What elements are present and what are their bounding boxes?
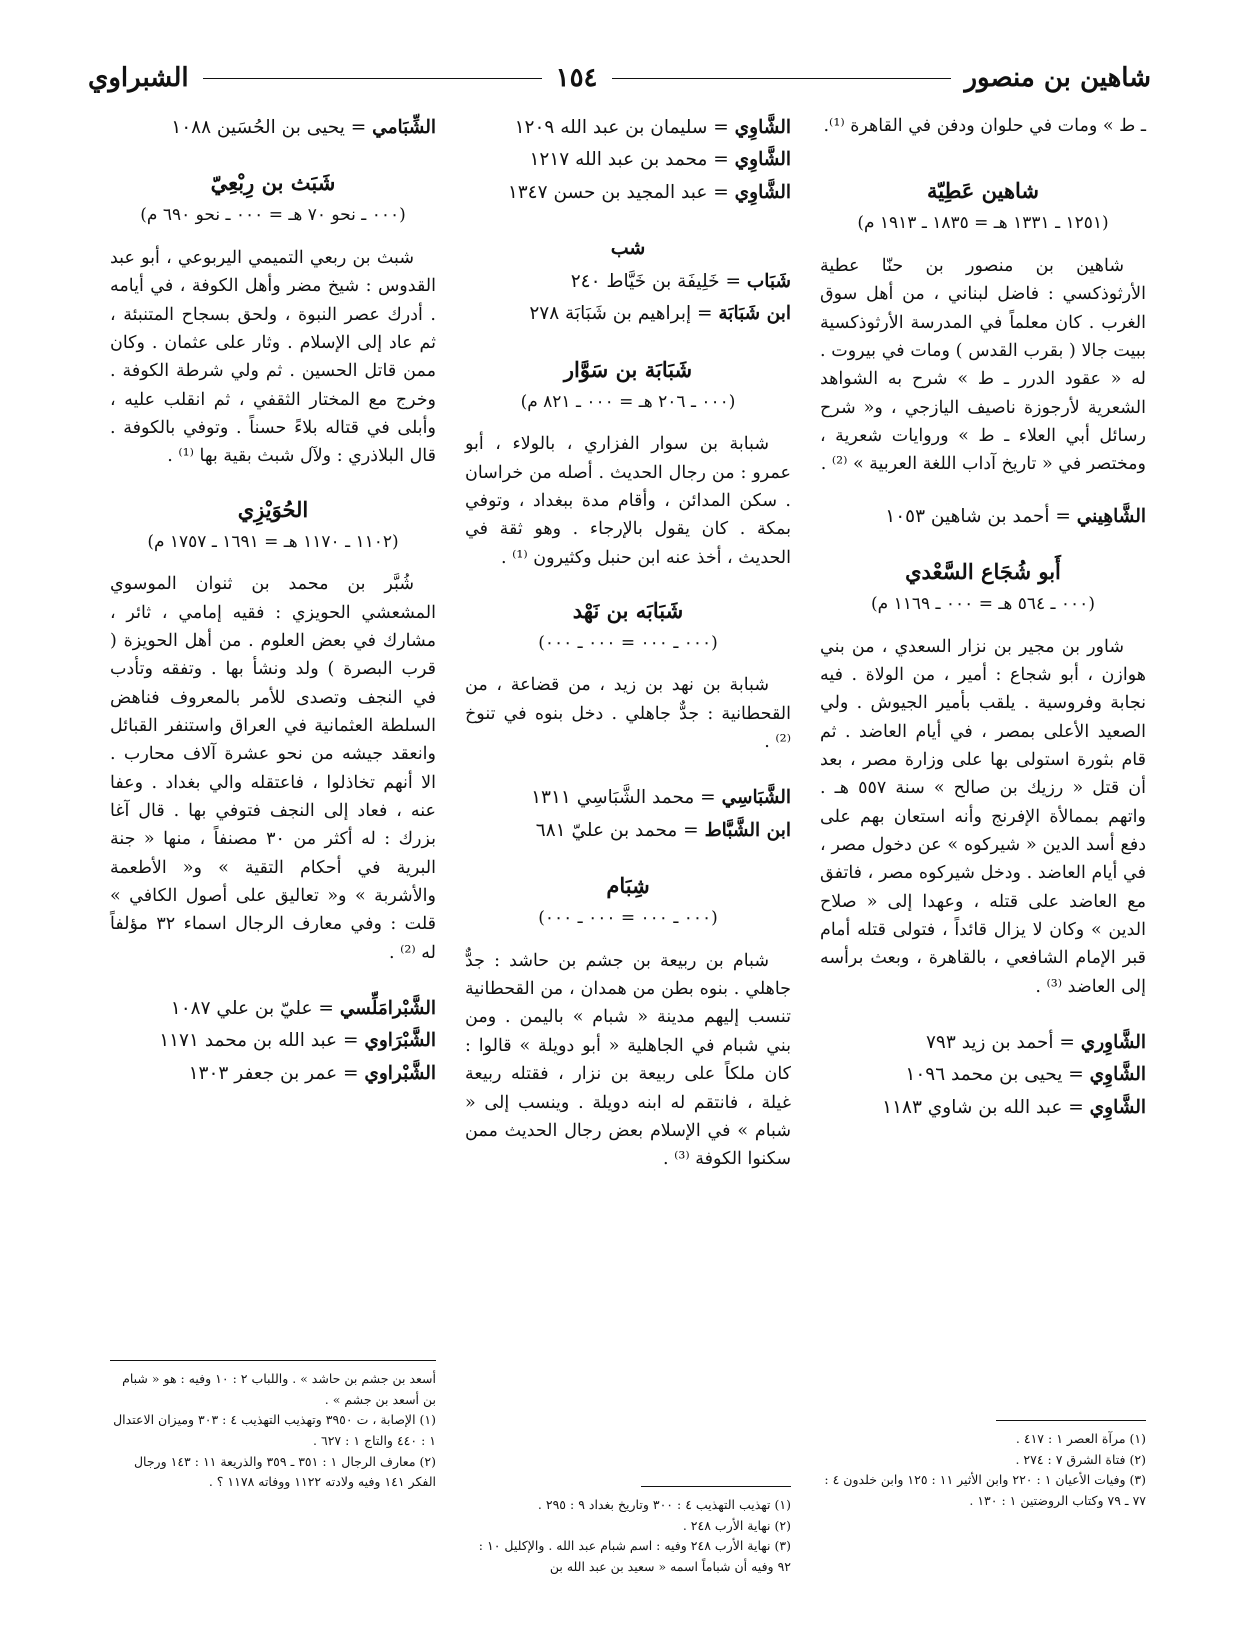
footnote-rule [641, 1486, 791, 1487]
xref-name: الشَّاهِيني [1076, 505, 1146, 527]
xref-name: الشَّاوِي [734, 181, 791, 203]
xref-target: = يحيى بن محمد ١٠٩٦ [905, 1064, 1084, 1086]
footnote: (١) مرآة العصر ١ : ٤١٧ . [1015, 1431, 1146, 1446]
xref-name: الشَّاوِي [734, 117, 791, 138]
xref-target: = عليّ بن علي ١٠٨٧ [170, 998, 334, 1020]
cross-reference [465, 177, 791, 209]
column-middle [465, 112, 791, 1180]
cross-reference [465, 112, 791, 144]
xref-target: = أحمد بن شاهين ١٠٥٣ [885, 505, 1071, 527]
cross-reference [465, 266, 791, 298]
running-head-left: الشبراوي [87, 63, 189, 93]
footnote: (٣) نهاية الأرب ٢٤٨ وفيه : اسم شبام عبد الله . والإكليل ١٠ : ٩٢ وفيه أن شباماً اسمه « سعيد بن عبد الله بن [478, 1538, 791, 1574]
footnotes-middle [465, 1486, 791, 1578]
cross-reference [820, 1059, 1146, 1091]
cross-reference [465, 298, 791, 330]
entry-text: شبث بن ربعي التميمي اليربوعي ، أبو عبد القدوس : شيخ مضر وأهل الكوفة ، في أيامه . أدرك عصر النبوة ، ولحق بسجاح المتنبئة ، ثم عاد إلى الإسلام . وثار على عثمان . وكان ممن قاتل الحسين . ثم ولي شرطة الكوفة . وخرج مع المختار الثقفي ، ثم انقلب عليه ، وأبلى في قتاله بلاءً حسناً . وتوفي بالكوفة . قال البلاذري : ولآل شبث بقية بها ⁽¹⁾ . [110, 247, 436, 467]
footnote: (٢) فتاة الشرق ٧ : ٢٧٤ . [1015, 1451, 1146, 1467]
xref-name: الشَّبْرَاوي [364, 1030, 436, 1052]
xref-name: الشَّبْرامَلِّسي [339, 998, 436, 1020]
xref-target: = أحمد بن زيد ٧٩٣ [926, 1032, 1075, 1054]
footnote: (٢) معارف الرجال ١ : ٣٥١ ـ ٣٥٩ والذريعة ١١ : ١٤٣ ورجال الفكر ١٤١ وفيه ولادته ١١٢٢ ووفاته ١١٧٨ ؟ . [133, 1453, 436, 1490]
page-number: ١٥٤ [555, 63, 598, 93]
footnote: (٣) وفيات الأعيان ١ : ٢٢٠ وابن الأثير ١١ : ١٢٥ وابن خلدون ٤ : ٧٧ ـ ٧٩ وكتاب الروضتين ١ : ١٣٠ . [824, 1472, 1146, 1508]
entry-dates: (٠٠٠ ـ ٢٠٦ هـ = ٠٠٠ ـ ٨٢١ م) [520, 391, 736, 412]
cross-reference [820, 501, 1146, 533]
entry-title: شاهين عَطِيّة [926, 178, 1040, 204]
column-right [820, 112, 1146, 1124]
cross-reference [110, 112, 436, 144]
entry-title: شَبَابَه بن نَهْد [572, 597, 684, 623]
xref-target: = سليمان بن عبد الله ١٢٠٩ [514, 117, 729, 138]
xref-target: = إبراهيم بن شَبَابَة ٢٧٨ [529, 303, 713, 325]
cross-reference [465, 815, 791, 847]
cross-reference [820, 1027, 1146, 1059]
xref-name: الشِّبَامي [372, 117, 436, 138]
cross-reference [465, 144, 791, 176]
entry-title: شَبَابَة بن سَوَّار [563, 356, 693, 382]
xref-target: = عمر بن جعفر ١٣٠٣ [188, 1062, 359, 1084]
xref-target: = محمد بن عبد الله ١٢١٧ [529, 149, 729, 171]
header-rule [203, 78, 542, 79]
running-head-right: شاهين بن منصور [964, 63, 1151, 93]
cross-reference [110, 993, 436, 1025]
footnote: (٢) نهاية الأرب ٢٤٨ . [682, 1517, 791, 1533]
cross-reference [110, 1058, 436, 1090]
header-rule [612, 78, 951, 79]
entry-text: شبابة بن سوار الفزاري ، بالولاء ، أبو عمرو : من رجال الحديث . أصله من خراسان . سكن المدائن ، وأقام مدة ببغداد ، وتوفي بمكة . كان يقول بالإرجاء . وهو ثقة في الحديث ، أخذ عنه ابن حنبل وكثيرون ⁽¹⁾ . [465, 434, 791, 568]
footnote-rule [996, 1420, 1146, 1421]
xref-name: الشَّاوِي [734, 149, 791, 171]
xref-target: = يحيى بن الحُسَين ١٠٨٨ [171, 117, 367, 138]
entry-dates: (١١٠٢ ـ ١١٧٠ هـ = ١٦٩١ ـ ١٧٥٧ م) [147, 531, 399, 552]
entry-dates: (١٢٥١ ـ ١٣٣١ هـ = ١٨٣٥ ـ ١٩١٣ م) [857, 213, 1109, 234]
entry-text: شُبَّر بن محمد بن ثنوان الموسوي المشعشي الحويزي : فقيه إمامي ، ثائر ، مشارك في بعض العلوم . من أهل الحويزة ( قرب البصرة ) ولد ونشأ بها . وتفقه وتأدب في النجف وتصدى للأمر بالمعروف فناهض السلطة العثمانية في العراق واستنفر القبائل وانعقد جيشه من نحو عشرة آلاف محارب . الا أنهم تخاذلوا ، فاعتقله والي بغداد . وعفا عنه ، فعاد إلى النجف فتوفي بها . قال آغا بزرك : له أكثر من ٣٠ مصنفاً ، منها « جنة البرية في أحكام التقية » و« الأطعمة والأشربة » و« تعاليق على أصول الكافي » قلت : وفي معارف الرجال اسماء ٣٢ مؤلفاً له ⁽²⁾ . [110, 574, 436, 963]
cross-reference [465, 782, 791, 814]
entry-text: شاور بن مجير بن نزار السعدي ، من بني هوازن ، أبو شجاع : أمير ، من الولاة . فيه نجابة وفروسية . يلقب بأمير الجيوش . ولي الصعيد الأعلى بمصر ، في أيام العاضد . ثم قام بثورة استولى بها على وزارة مصر ، بعد أن قتل « رزيك بن صالح » سنة ٥٥٧ هـ . واتهم بممالأة الإفرنج وأنه استعان بهم على دفع أسد الدين « شيركوه » عن دخول مصر ، في أيام العاضد . ودخل شيركوه مصر ، فاتفق مع العاضد على قتله ، وعهدا إلى « صلاح الدين » وكان لا يزال قائداً ، فتولى قتله أمام قبر الإمام الشافعي ، بالقاهرة ، وبعث برأسه إلى العاضد ⁽³⁾ . [820, 636, 1147, 997]
xref-target: = عبد الله بن شاوي ١١٨٣ [882, 1096, 1084, 1118]
running-header [88, 58, 1151, 98]
xref-name: الشَّاوِي [1089, 1064, 1146, 1086]
entry-title: شَبَث بن رِبْعِيّ [210, 170, 336, 196]
footnotes-left [110, 1360, 436, 1493]
entry-dates: (٠٠٠ ـ ٠٠٠ = ٠٠٠ ـ ٠٠٠) [538, 908, 718, 929]
entry-text: شبام بن ربيعة بن جشم بن حاشد : جدٌّ جاهلي . بنوه بطن من همدان ، من القحطانية تنسب إليهم مدينة « شبام » باليمن . ومن بني شبام في الجاهلية « أبو دويلة » قالوا : كان ملكاً على ربيعة بن نزار ، فقتله ربيعة غيلة ، فانتقم له ابنه دويلة . وينسب إلى « شبام » في الإسلام بعض رجال الحديث ممن سكنوا الكوفة ⁽³⁾ . [465, 950, 791, 1170]
xref-target: = محمد الشَّبَاسِي ١٣١١ [531, 787, 716, 809]
xref-name: الشَّاوِري [1080, 1032, 1146, 1054]
section-heading: شب [610, 237, 646, 260]
entry-dates: (٠٠٠ ـ ٠٠٠ = ٠٠٠ ـ ٠٠٠) [538, 632, 718, 653]
entry-text: شبابة بن نهد بن زيد ، من قضاعة ، من القحطانية : جدٌّ جاهلي . دخل بنوه في تنوخ ⁽²⁾ . [465, 675, 791, 753]
xref-name: الشَّاوِي [1089, 1096, 1146, 1118]
footnote-rule [110, 1360, 436, 1361]
entry-dates: (٠٠٠ ـ ٥٦٤ هـ = ٠٠٠ ـ ١١٦٩ م) [871, 594, 1095, 615]
footnote: (١) تهذيب التهذيب ٤ : ٣٠٠ وتاريخ بغداد ٩ : ٢٩٥ . [537, 1497, 791, 1512]
entry-text: شاهين بن منصور بن حنّا عطية الأرثوذكسي : فاضل لبناني ، من أهل سوق الغرب . كان معلماً في المدرسة الأرثوذكسية ببيت جالا ( بقرب القدس ) ومات في بيروت . له « عقود الدرر ـ ط » شرح به الشواهد الشعرية لأرجوزة ناصيف اليازجي ، و« شرح رسائل أبي العلاء ـ ط » وروايات شعرية ، ومختصر في « تاريخ آداب اللغة العربية » ⁽²⁾ . [820, 255, 1146, 475]
xref-name: ابن الشَّبَّاط [704, 819, 791, 841]
footnotes-right [820, 1420, 1146, 1512]
footnote: (١) الإصابة ، ت ٣٩٥٠ وتهذيب التهذيب ٤ : ٣٠٣ وميزان الاعتدال ١ : ٤٤٠ والتاج ١ : ٦٢٧ . [113, 1412, 436, 1448]
cross-reference [820, 1092, 1146, 1124]
xref-target: = محمد بن عليّ ٦٨١ [535, 819, 699, 841]
entry-dates: (٠٠٠ ـ نحو ٧٠ هـ = ٠٠٠ ـ نحو ٦٩٠ م) [140, 205, 406, 226]
footnote: أسعد بن جشم بن حاشد » . واللباب ٢ : ١٠ وفيه : هو « شبام بن أسعد بن جشم » . [122, 1371, 436, 1407]
entry-title: شِبَام [606, 873, 650, 899]
xref-name: ابن شَبَابَة [718, 303, 791, 325]
xref-target: = عبد الله بن محمد ١١٧١ [159, 1030, 359, 1052]
continued-text: ـ ط » ومات في حلوان ودفن في القاهرة ⁽¹⁾. [823, 116, 1146, 136]
xref-name: الشَّبْراوي [364, 1062, 436, 1084]
entry-title: أَبو شُجَاع السَّعْدي [905, 559, 1061, 585]
cross-reference [110, 1025, 436, 1057]
entry-title: الحُوَيْزِي [237, 496, 309, 522]
xref-target: = عبد المجيد بن حسن ١٣٤٧ [507, 181, 729, 203]
xref-name: شَبَاب [746, 270, 791, 292]
xref-target: = خَلِيفَة بن خَيَّاط ٢٤٠ [570, 270, 741, 292]
xref-name: الشَّبَاسِي [721, 787, 791, 809]
column-left [110, 112, 436, 1090]
